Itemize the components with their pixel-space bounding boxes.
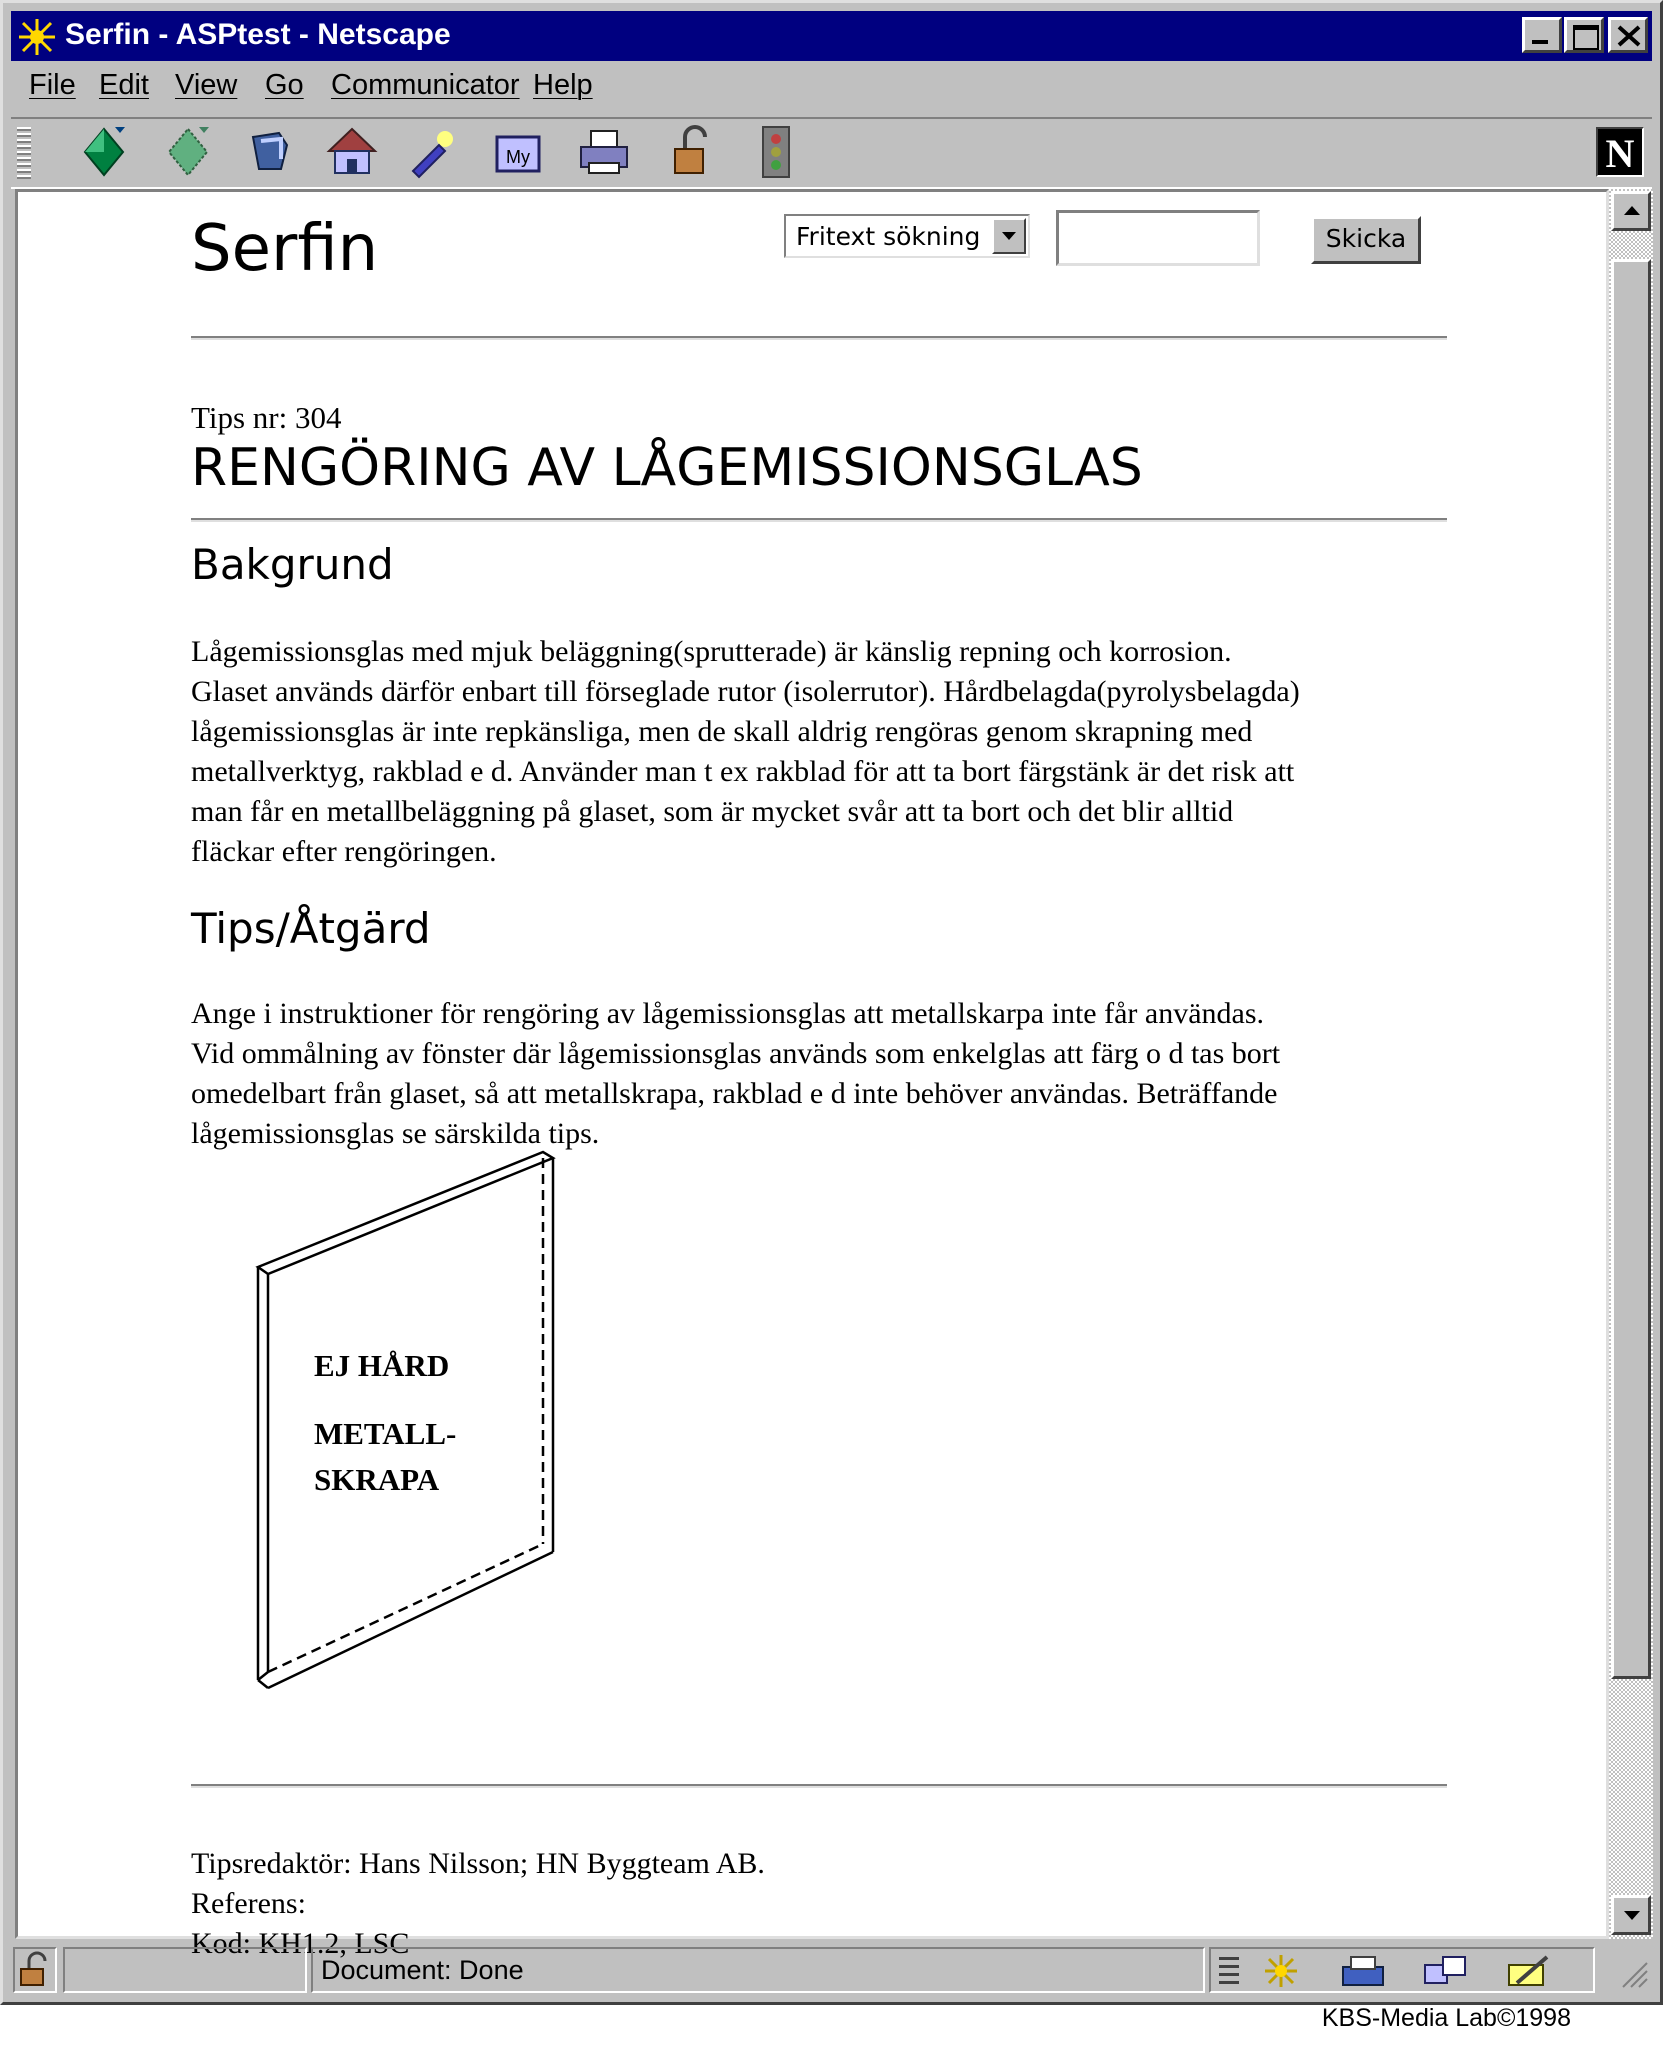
illustration-text: EJ HÅRD	[314, 1348, 450, 1383]
section-heading-tips: Tips/Åtgärd	[191, 904, 431, 953]
tips-paragraph	[191, 994, 1461, 1154]
dropdown-arrow-icon[interactable]	[992, 218, 1026, 254]
menu-file[interactable]: File	[29, 69, 76, 101]
divider	[191, 518, 1447, 522]
status-bar	[11, 1943, 1652, 2001]
menu-view[interactable]: View	[175, 69, 238, 101]
maximize-icon	[1573, 25, 1599, 50]
search-icon[interactable]	[405, 123, 463, 181]
discussion-groups-icon[interactable]	[1417, 1951, 1473, 1991]
page-title: RENGÖRING AV LÅGEMISSIONSGLAS	[191, 438, 1143, 498]
search-input[interactable]	[1056, 210, 1260, 266]
my-netscape-icon[interactable]	[489, 123, 547, 181]
lock-icon	[15, 1949, 55, 1991]
paragraph-line: lågemissionsglas se särskilda tips.	[191, 1117, 600, 1150]
paragraph-line: Glaset används därför enbart till förseglade rutor (isolerrutor). Hårdbelagda(pyrolysbelagda)	[191, 675, 1300, 708]
forward-icon[interactable]	[159, 123, 217, 181]
reload-icon[interactable]	[241, 123, 299, 181]
paragraph-line: man får en metallbeläggning på glaset, som är mycket svår att ta bort och det blir alltid	[191, 795, 1234, 828]
illustration-text: METALL-	[314, 1416, 457, 1451]
arrow-up-icon	[1624, 206, 1640, 215]
paragraph-line: metallverktyg, rakblad e d. Använder man t ex rakblad för att ta bort färgstänk är det risk att	[191, 755, 1295, 788]
title-bar[interactable]	[11, 11, 1652, 61]
back-icon[interactable]	[75, 123, 133, 181]
minimize-button[interactable]	[1522, 17, 1562, 53]
svg-text:My: My	[506, 147, 530, 167]
site-title: Serfin	[191, 212, 379, 286]
status-text-panel	[311, 1947, 1205, 1993]
close-icon	[1617, 25, 1641, 47]
paragraph-line: fläckar efter rengöringen.	[191, 835, 497, 868]
navigation-toolbar	[11, 117, 1652, 189]
progress-panel	[63, 1947, 307, 1993]
tip-editor: Tipsredaktör: Hans Nilsson; HN Byggteam AB.	[191, 1847, 765, 1880]
vertical-scrollbar[interactable]	[1609, 189, 1653, 1939]
search-type-value: Fritext sökning	[796, 222, 981, 251]
paragraph-line: lågemissionsglas är inte repkänsliga, men de skall aldrig rengöras genom skrapning med	[191, 715, 1253, 748]
scroll-up-button[interactable]	[1611, 191, 1651, 231]
divider	[191, 1784, 1447, 1788]
print-icon[interactable]	[575, 123, 633, 181]
page-viewport	[15, 189, 1609, 1960]
copyright-caption: KBS-Media Lab©1998	[1321, 2004, 1571, 2032]
scroll-down-button[interactable]	[1611, 1895, 1651, 1935]
menu-edit[interactable]: Edit	[99, 69, 149, 101]
paragraph-line: Ange i instruktioner för rengöring av lågemissionsglas att metallskarpa inte får användas.	[191, 997, 1265, 1030]
toolbar-grip[interactable]	[17, 127, 31, 179]
resize-grip-icon[interactable]	[1617, 1957, 1649, 1991]
security-status-panel[interactable]	[13, 1947, 57, 1993]
navigator-icon[interactable]	[1257, 1951, 1305, 1991]
search-type-select[interactable]	[784, 214, 1030, 258]
close-button[interactable]	[1608, 17, 1648, 53]
netscape-logo[interactable]: N	[1596, 127, 1644, 177]
menu-communicator[interactable]: Communicator	[331, 69, 520, 101]
component-bar	[1209, 1947, 1595, 1993]
window-title: Serfin - ASPtest - Netscape	[65, 18, 451, 51]
scroll-thumb[interactable]	[1611, 259, 1651, 1679]
arrow-down-icon	[1624, 1911, 1640, 1920]
composer-icon[interactable]	[1501, 1951, 1557, 1991]
tip-number: Tips nr: 304	[191, 400, 342, 435]
component-grip-icon	[1215, 1951, 1245, 1991]
section-heading-background: Bakgrund	[191, 540, 394, 589]
tip-code: Kod: KH1.2, LSC	[191, 1927, 410, 1960]
glass-pane-illustration	[238, 1152, 598, 1712]
maximize-button[interactable]	[1564, 17, 1604, 53]
minimize-icon	[1532, 40, 1548, 44]
menu-go[interactable]: Go	[265, 69, 304, 101]
paragraph-line: Vid ommålning av fönster där lågemissionsglas används som enkelglas att färg o d tas bort	[191, 1037, 1281, 1070]
netscape-app-icon	[17, 17, 57, 57]
status-text: Document: Done	[321, 1955, 524, 1985]
divider	[191, 336, 1447, 340]
reference-label: Referens:	[191, 1887, 306, 1920]
paragraph-line: omedelbart från glaset, så att metallskrapa, rakblad e d inte behöver användas. Beträffande	[191, 1077, 1278, 1110]
paragraph-line: Lågemissionsglas med mjuk beläggning(sprutterade) är känslig repning och korrosion.	[191, 635, 1232, 668]
mailbox-icon[interactable]	[1335, 1951, 1391, 1991]
home-icon[interactable]	[323, 123, 381, 181]
submit-button[interactable]: Skicka	[1311, 216, 1421, 264]
menu-help[interactable]: Help	[533, 69, 593, 101]
stop-icon[interactable]	[747, 123, 805, 181]
illustration-text: SKRAPA	[314, 1462, 440, 1497]
security-icon[interactable]	[663, 123, 721, 181]
menu-bar	[11, 63, 1652, 115]
background-paragraph	[191, 632, 1461, 872]
